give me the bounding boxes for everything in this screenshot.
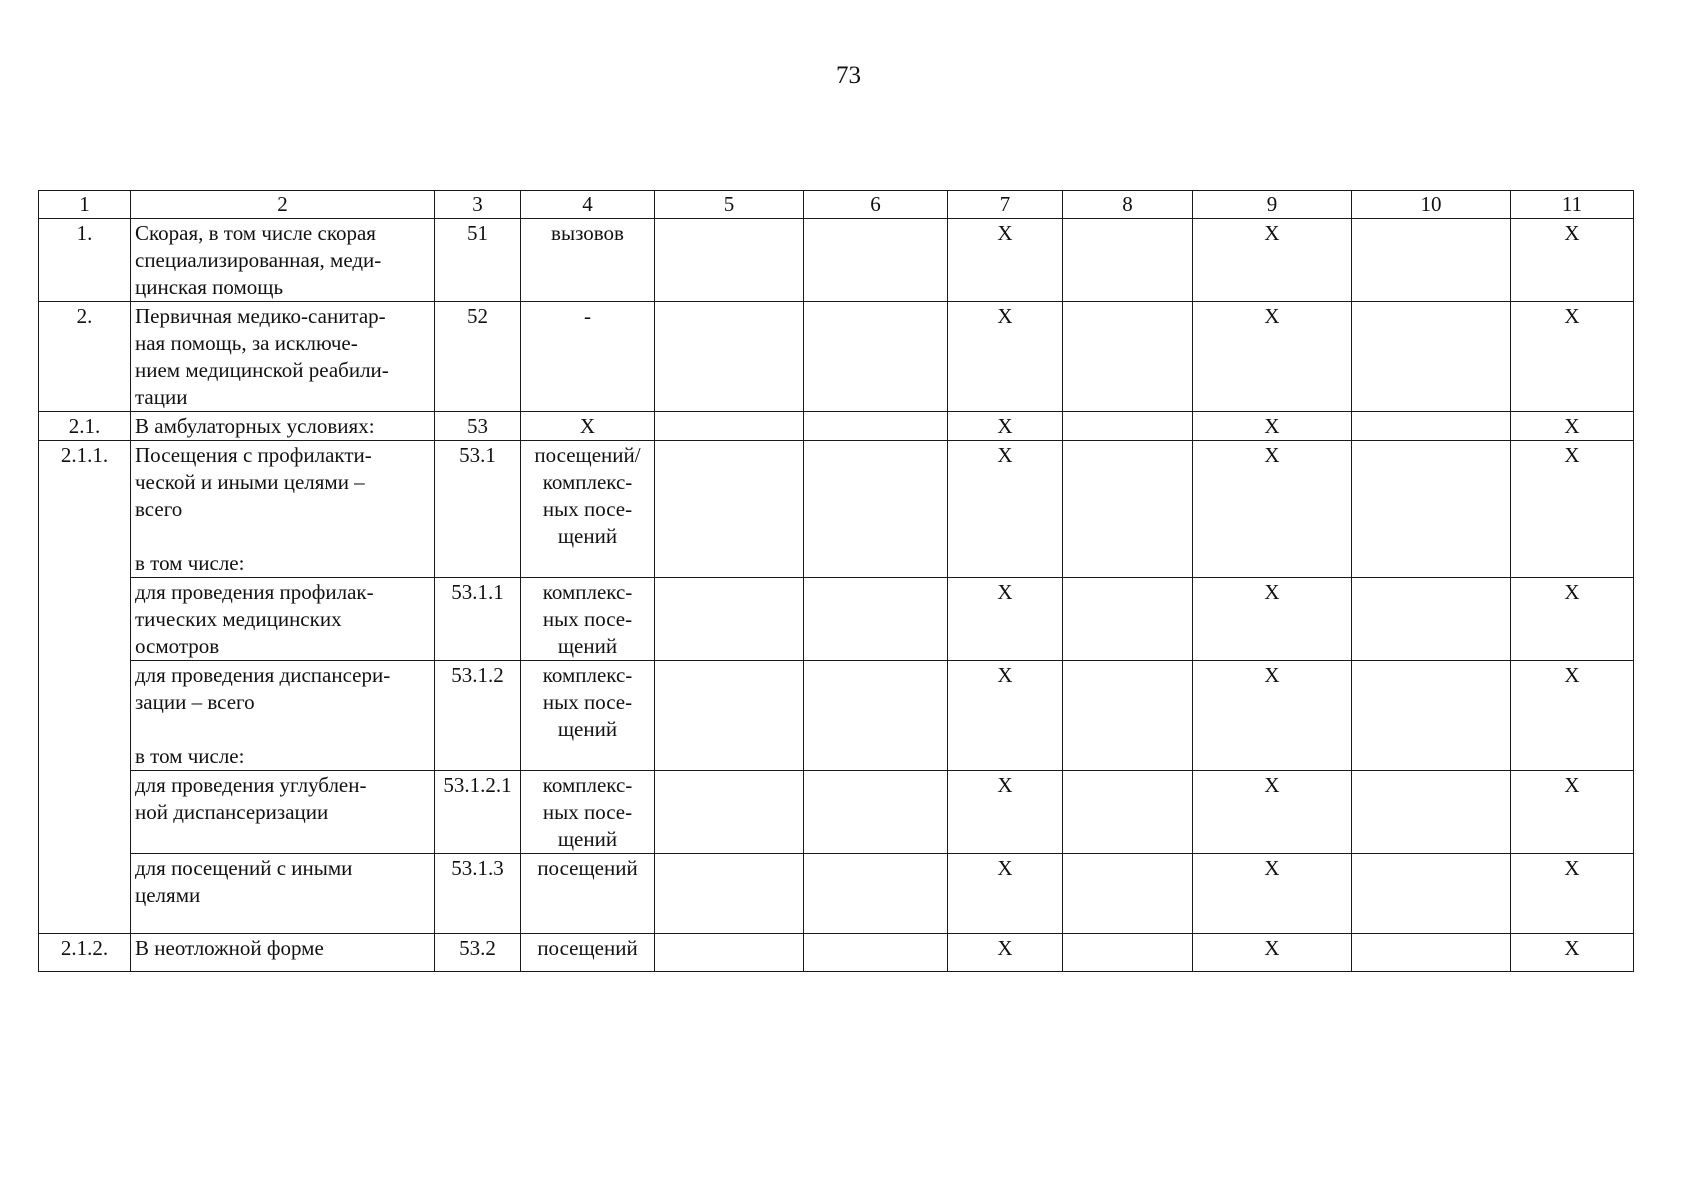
row-name-line: для проведения углублен- xyxy=(135,773,367,797)
spacer xyxy=(135,523,430,550)
row-col11-cell: X xyxy=(1511,578,1634,661)
row-col8-cell xyxy=(1063,302,1193,412)
row-col5-cell xyxy=(655,219,804,302)
row-col10-cell xyxy=(1352,661,1511,771)
table-row xyxy=(39,934,1634,972)
row-col8-cell xyxy=(1063,854,1193,934)
row-col9-cell: X xyxy=(1193,412,1352,441)
row-code-cell: 53.1.3 xyxy=(435,854,521,934)
header-cell: 8 xyxy=(1063,191,1193,219)
row-number-cell: 2.1.2. xyxy=(39,934,131,972)
table-row xyxy=(39,412,1634,441)
row-col11-cell: X xyxy=(1511,441,1634,578)
row-name-cell xyxy=(131,771,435,854)
row-col7-cell: X xyxy=(948,934,1063,972)
row-name-cell xyxy=(131,412,435,441)
row-name-line: Скорая, в том числе скорая xyxy=(135,221,376,245)
row-unit-cell xyxy=(521,219,655,302)
row-name-line: В амбулаторных условиях: xyxy=(135,414,375,438)
row-name-line: ческой и иными целями – xyxy=(135,470,365,494)
row-col6-cell xyxy=(804,934,948,972)
header-cell: 7 xyxy=(948,191,1063,219)
row-unit-line: X xyxy=(579,414,596,438)
row-col9-cell: X xyxy=(1193,219,1352,302)
row-unit-line: ных посе- xyxy=(542,800,633,824)
row-col11-cell: X xyxy=(1511,412,1634,441)
row-number-cell: 2. xyxy=(39,302,131,412)
row-unit-line: щений xyxy=(557,524,618,548)
row-col10-cell xyxy=(1352,578,1511,661)
row-col10-cell xyxy=(1352,854,1511,934)
row-col10-cell xyxy=(1352,219,1511,302)
row-code-cell: 53 xyxy=(435,412,521,441)
row-name-line: В неотложной форме xyxy=(135,936,324,960)
row-col6-cell xyxy=(804,412,948,441)
row-unit-line: посещений/ xyxy=(534,443,641,467)
row-col7-cell: X xyxy=(948,578,1063,661)
row-col5-cell xyxy=(655,934,804,972)
row-name-line: для посещений с иными xyxy=(135,856,353,880)
row-col10-cell xyxy=(1352,771,1511,854)
row-unit-cell xyxy=(521,854,655,934)
row-col6-cell xyxy=(804,578,948,661)
row-col6-cell xyxy=(804,302,948,412)
row-col8-cell xyxy=(1063,412,1193,441)
row-col7-cell: X xyxy=(948,412,1063,441)
row-unit-line: вызовов xyxy=(551,221,624,245)
row-unit-cell xyxy=(521,441,655,578)
row-name-line: тических медицинских xyxy=(135,607,342,631)
page-number: 73 xyxy=(836,62,861,89)
row-name-line: всего xyxy=(135,497,183,521)
row-col9-cell: X xyxy=(1193,661,1352,771)
row-unit-line: комплекс- xyxy=(542,663,633,687)
row-col7-cell: X xyxy=(948,854,1063,934)
header-cell: 3 xyxy=(435,191,521,219)
row-col11-cell: X xyxy=(1511,219,1634,302)
row-col9-cell: X xyxy=(1193,854,1352,934)
row-name-cell xyxy=(131,854,435,934)
row-code-cell: 52 xyxy=(435,302,521,412)
row-name-line: Первичная медико-санитар- xyxy=(135,304,386,328)
header-cell: 6 xyxy=(804,191,948,219)
row-col7-cell: X xyxy=(948,302,1063,412)
row-col11-cell: X xyxy=(1511,934,1634,972)
row-col5-cell xyxy=(655,441,804,578)
table-row xyxy=(39,854,1634,934)
row-code-cell: 53.1.2 xyxy=(435,661,521,771)
row-col5-cell xyxy=(655,771,804,854)
row-col8-cell xyxy=(1063,578,1193,661)
row-unit-line: щений xyxy=(557,827,618,851)
row-col9-cell: X xyxy=(1193,771,1352,854)
row-col6-cell xyxy=(804,771,948,854)
row-name-line: нием медицинской реабили- xyxy=(135,358,389,382)
row-number-cell: 2.1. xyxy=(39,412,131,441)
row-col6-cell xyxy=(804,219,948,302)
row-code-cell: 53.1.1 xyxy=(435,578,521,661)
row-unit-cell xyxy=(521,661,655,771)
row-col8-cell xyxy=(1063,661,1193,771)
row-unit-line: комплекс- xyxy=(542,773,633,797)
data-table xyxy=(38,190,1634,972)
row-unit-line: ных посе- xyxy=(542,607,633,631)
table-row xyxy=(39,661,1634,771)
row-col9-cell: X xyxy=(1193,302,1352,412)
table-row xyxy=(39,219,1634,302)
row-name-cell xyxy=(131,661,435,771)
row-col10-cell xyxy=(1352,934,1511,972)
row-col9-cell: X xyxy=(1193,934,1352,972)
row-name-cell xyxy=(131,578,435,661)
header-cell: 1 xyxy=(39,191,131,219)
row-unit-cell xyxy=(521,934,655,972)
row-name-cell xyxy=(131,302,435,412)
row-unit-cell xyxy=(521,578,655,661)
table-row xyxy=(39,578,1634,661)
row-unit-line: - xyxy=(584,304,591,328)
row-number-cell: 1. xyxy=(39,219,131,302)
row-col8-cell xyxy=(1063,441,1193,578)
header-cell: 4 xyxy=(521,191,655,219)
row-col8-cell xyxy=(1063,219,1193,302)
row-unit-line: щений xyxy=(557,634,618,658)
row-col9-cell: X xyxy=(1193,441,1352,578)
row-name-line: для проведения профилак- xyxy=(135,580,374,604)
row-col10-cell xyxy=(1352,412,1511,441)
row-name-line: ная помощь, за исключе- xyxy=(135,331,358,355)
row-name-cell xyxy=(131,934,435,972)
row-code-cell: 53.1.2.1 xyxy=(435,771,521,854)
row-unit-line: ных посе- xyxy=(542,690,633,714)
row-unit-line: комплекс- xyxy=(542,470,633,494)
row-col11-cell: X xyxy=(1511,302,1634,412)
row-name-footer: в том числе: xyxy=(135,551,245,575)
row-col5-cell xyxy=(655,578,804,661)
row-col11-cell: X xyxy=(1511,661,1634,771)
row-col10-cell xyxy=(1352,302,1511,412)
row-col6-cell xyxy=(804,854,948,934)
row-code-cell: 53.2 xyxy=(435,934,521,972)
row-name-line: ной диспансеризации xyxy=(135,800,329,824)
row-col7-cell: X xyxy=(948,771,1063,854)
table-row xyxy=(39,441,1634,578)
row-col11-cell: X xyxy=(1511,771,1634,854)
table-row xyxy=(39,771,1634,854)
row-col6-cell xyxy=(804,441,948,578)
spacer xyxy=(135,716,430,743)
row-col11-cell: X xyxy=(1511,854,1634,934)
row-name-line: осмотров xyxy=(135,634,220,658)
header-row xyxy=(39,191,1634,219)
row-code-cell: 51 xyxy=(435,219,521,302)
row-unit-line: комплекс- xyxy=(542,580,633,604)
header-cell: 11 xyxy=(1511,191,1634,219)
row-col5-cell xyxy=(655,412,804,441)
row-unit-line: посещений xyxy=(537,936,638,960)
header-cell: 10 xyxy=(1352,191,1511,219)
row-name-line: зации – всего xyxy=(135,690,255,714)
row-col8-cell xyxy=(1063,934,1193,972)
row-col9-cell: X xyxy=(1193,578,1352,661)
row-unit-line: щений xyxy=(557,717,618,741)
row-unit-cell xyxy=(521,412,655,441)
row-col7-cell: X xyxy=(948,219,1063,302)
row-col5-cell xyxy=(655,854,804,934)
row-number-cell: 2.1.1. xyxy=(39,441,131,934)
row-col5-cell xyxy=(655,661,804,771)
table-row xyxy=(39,302,1634,412)
row-col6-cell xyxy=(804,661,948,771)
row-name-cell xyxy=(131,441,435,578)
row-code-cell: 53.1 xyxy=(435,441,521,578)
row-name-line: Посещения с профилакти- xyxy=(135,443,372,467)
row-name-line: для проведения диспансери- xyxy=(135,663,391,687)
row-col7-cell: X xyxy=(948,441,1063,578)
header-cell: 9 xyxy=(1193,191,1352,219)
row-name-line: тации xyxy=(135,385,188,409)
header-cell: 2 xyxy=(131,191,435,219)
row-col10-cell xyxy=(1352,441,1511,578)
row-unit-line: посещений xyxy=(537,856,638,880)
row-name-footer: в том числе: xyxy=(135,744,245,768)
header-cell: 5 xyxy=(655,191,804,219)
row-col5-cell xyxy=(655,302,804,412)
row-col7-cell: X xyxy=(948,661,1063,771)
row-unit-cell xyxy=(521,302,655,412)
row-name-line: цинская помощь xyxy=(135,275,284,299)
row-col8-cell xyxy=(1063,771,1193,854)
row-name-line: целями xyxy=(135,883,201,907)
row-unit-line: ных посе- xyxy=(542,497,633,521)
row-name-line: специализированная, меди- xyxy=(135,248,382,272)
row-unit-cell xyxy=(521,771,655,854)
row-name-cell xyxy=(131,219,435,302)
